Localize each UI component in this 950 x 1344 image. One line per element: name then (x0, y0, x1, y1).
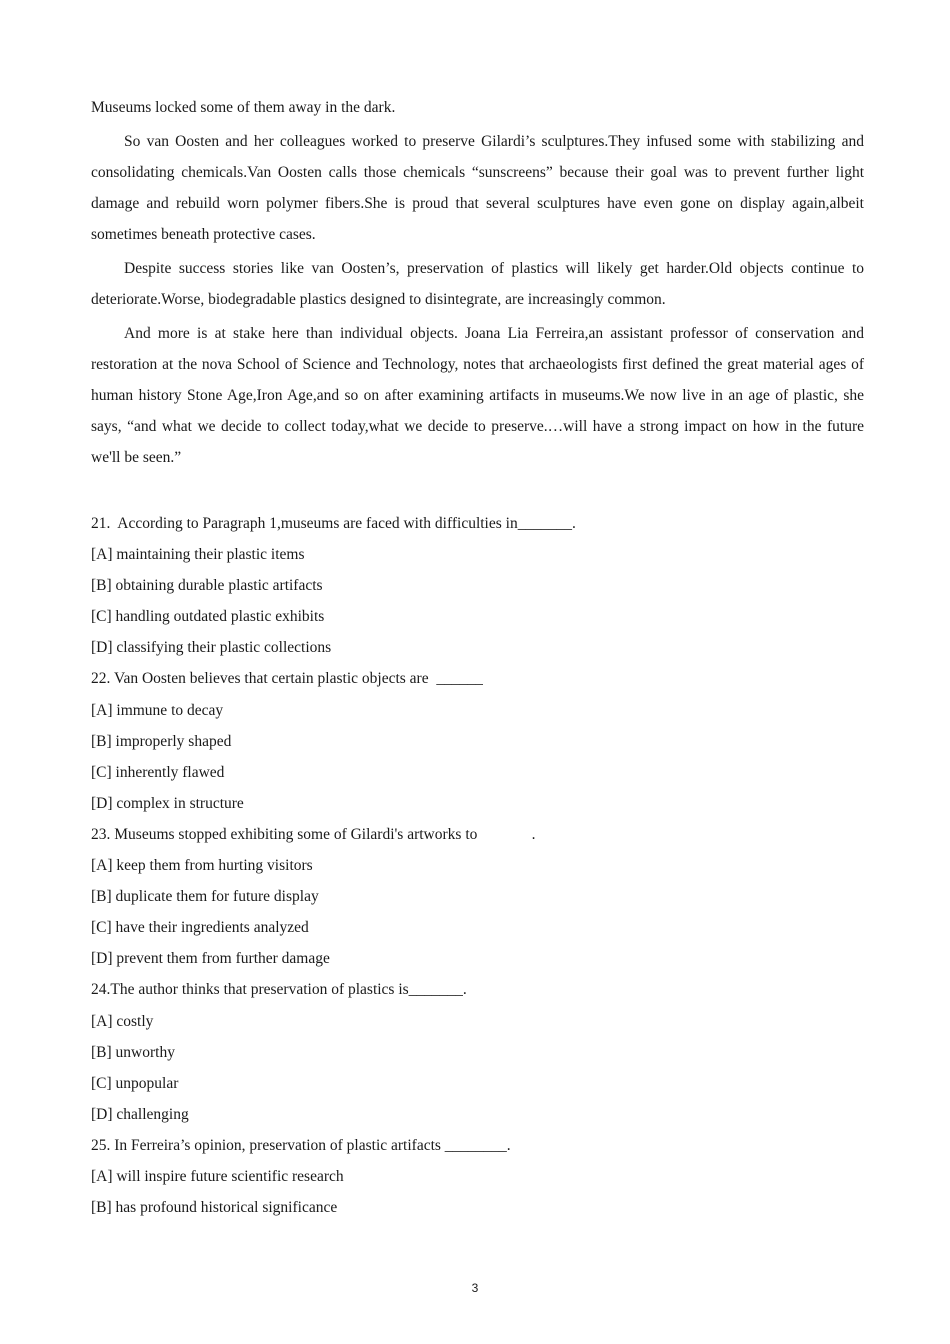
option-b: [B] unworthy (91, 1043, 175, 1061)
option-c: [C] have their ingredients analyzed (91, 919, 309, 937)
option-d: [D] prevent them from further damage (91, 950, 330, 968)
passage-paragraph-1: Museums locked some of them away in the dark. (91, 99, 396, 116)
reading-passage (91, 92, 864, 476)
option-c: [C] inherently flawed (91, 763, 225, 781)
option-c: [C] unpopular (91, 1074, 179, 1092)
option-d: [D] classifying their plastic collections (91, 639, 332, 657)
question-stem: 23. Museums stopped exhibiting some of Gilardi's artworks to . (91, 825, 536, 843)
question-stem: 21. According to Paragraph 1,museums are faced with difficulties in_______. (91, 515, 576, 532)
option-b: [B] has profound historical significance (91, 1199, 338, 1217)
passage-paragraph-4: And more is at stake here than individual objects. Joana Lia Ferreira,an assistant professor of conservation and restoration at the nova School of Science and Technology, notes that archaeologists first defined the great material ages of human history Stone Age,Iron Age,and so on after examining artifacts in museums.We now live in an age of plastic, she says, “and what we decide to collect today,what we decide to preserve.…will have a strong impact on how in the future we'll be seen.” (91, 325, 864, 466)
passage-paragraph-2: So van Oosten and her colleagues worked to preserve Gilardi’s sculptures.They infused some with stabilizing and consolidating chemicals.Van Oosten calls those chemicals “sunscreens” because their goal was to prevent further light damage and rebuild worn polymer fibers.She is proud that several sculptures have even gone on display again,albeit sometimes beneath protective cases. (91, 133, 864, 243)
question-stem: 25. In Ferreira’s opinion, preservation of plastic artifacts ________. (91, 1136, 511, 1154)
option-a: [A] costly (91, 1012, 154, 1030)
option-d: [D] complex in structure (91, 794, 244, 812)
question-stem: 24.The author thinks that preservation of plastics is_______. (91, 981, 467, 999)
option-a: [A] maintaining their plastic items (91, 546, 305, 564)
question-24 (91, 974, 864, 1129)
option-d: [D] challenging (91, 1105, 189, 1123)
question-22 (91, 663, 864, 818)
question-stem: 22. Van Oosten believes that certain plastic objects are ______ (91, 670, 483, 688)
question-23 (91, 819, 864, 974)
option-a: [A] immune to decay (91, 701, 224, 719)
option-a: [A] keep them from hurting visitors (91, 857, 313, 875)
option-a: [A] will inspire future scientific research (91, 1167, 344, 1185)
option-b: [B] improperly shaped (91, 732, 232, 750)
option-c: [C] handling outdated plastic exhibits (91, 608, 325, 626)
question-25 (91, 1130, 864, 1223)
passage-paragraph-3: Despite success stories like van Oosten’s, preservation of plastics will likely get harder.Old objects continue to deteriorate.Worse, biodegradable plastics designed to disintegrate, are increasingly common. (91, 260, 864, 308)
option-b: [B] duplicate them for future display (91, 888, 319, 906)
page-number: 3 (471, 1281, 479, 1295)
question-list (91, 508, 864, 1223)
question-21 (91, 508, 864, 663)
option-b: [B] obtaining durable plastic artifacts (91, 577, 323, 595)
